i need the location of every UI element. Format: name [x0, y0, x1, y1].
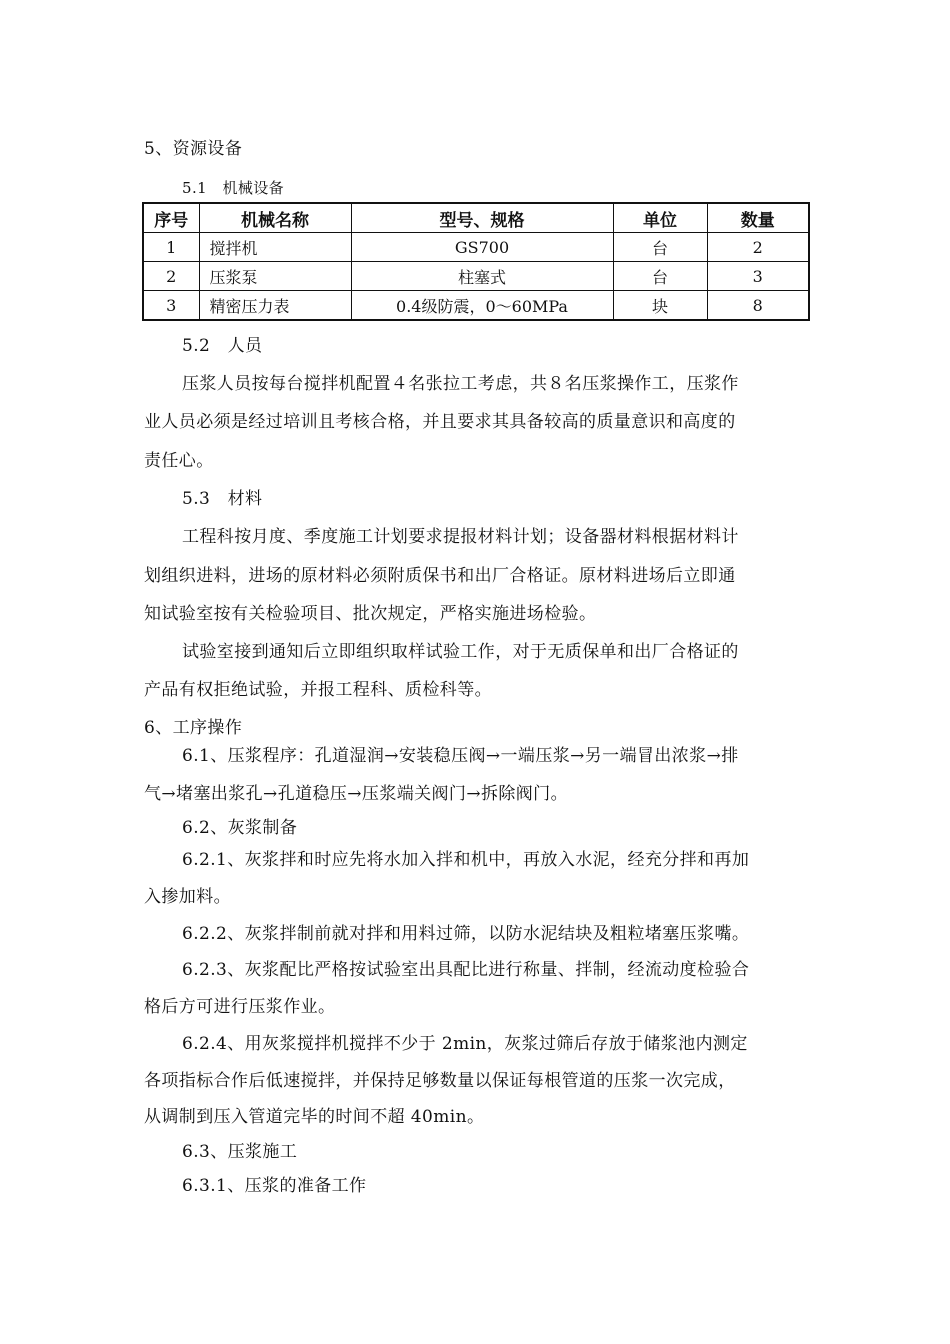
- paragraph-line: 责任心。: [144, 451, 214, 471]
- table-row: [143, 233, 809, 262]
- cell-model-spec: 0.4级防震，0～60MPa: [351, 291, 613, 321]
- section-6-3-title: 6.3、压浆施工: [182, 1142, 298, 1162]
- section-6-3-1-title: 6.3.1、压浆的准备工作: [182, 1176, 367, 1196]
- paragraph-line: 6.1、压浆程序：孔道湿润→安装稳压阀→一端压浆→另一端冒出浓浆→排: [182, 746, 739, 766]
- header-unit: 单位: [613, 203, 707, 233]
- paragraph-line: 各项指标合作后低速搅拌，并保持足够数量以保证每根管道的压浆一次完成，: [144, 1071, 736, 1091]
- cell-model-spec: 柱塞式: [351, 262, 613, 291]
- section-5-1-title: 5.1 机械设备: [182, 179, 285, 197]
- section-5-title: 5、资源设备: [144, 139, 243, 159]
- cell-unit: 台: [613, 233, 707, 262]
- cell-machine-name: 精密压力表: [199, 291, 351, 321]
- paragraph-line: 6.2.3、灰浆配比严格按试验室出具配比进行称量、拌制，经流动度检验合: [182, 960, 750, 980]
- cell-seq: 3: [143, 291, 199, 321]
- cell-unit: 台: [613, 262, 707, 291]
- header-model-spec: 型号、规格: [351, 203, 613, 233]
- table-row: [143, 291, 809, 321]
- paragraph-line: 6.2.4、用灰浆搅拌机搅拌不少于 2min，灰浆过筛后存放于储浆池内测定: [182, 1034, 748, 1054]
- cell-seq: 2: [143, 262, 199, 291]
- paragraph-line: 产品有权拒绝试验，并报工程科、质检科等。: [144, 680, 492, 700]
- cell-quantity: 3: [707, 262, 809, 291]
- table-row: [143, 262, 809, 291]
- cell-quantity: 2: [707, 233, 809, 262]
- paragraph-line: 入掺加料。: [144, 887, 231, 907]
- paragraph-line: 工程科按月度、季度施工计划要求提报材料计划；设备器材料根据材料计: [182, 527, 739, 547]
- cell-machine-name: 搅拌机: [199, 233, 351, 262]
- section-6-2-title: 6.2、灰浆制备: [182, 818, 298, 838]
- header-quantity: 数量: [707, 203, 809, 233]
- cell-model-spec: GS700: [351, 233, 613, 262]
- cell-quantity: 8: [707, 291, 809, 321]
- paragraph-line: 压浆人员按每台搅拌机配置４名张拉工考虑，共８名压浆操作工，压浆作: [182, 374, 739, 394]
- paragraph-line: 6.2.2、灰浆拌制前就对拌和用料过筛，以防水泥结块及粗粒堵塞压浆嘴。: [182, 924, 750, 944]
- header-machine-name: 机械名称: [199, 203, 351, 233]
- cell-machine-name: 压浆泵: [199, 262, 351, 291]
- paragraph-line: 气→堵塞出浆孔→孔道稳压→压浆端关阀门→拆除阀门。: [144, 784, 568, 804]
- section-6-title: 6、工序操作: [144, 718, 243, 738]
- paragraph-line: 知试验室按有关检验项目、批次规定，严格实施进场检验。: [144, 604, 597, 624]
- cell-unit: 块: [613, 291, 707, 321]
- paragraph-line: 划组织进料，进场的原材料必须附质保书和出厂合格证。原材料进场后立即通: [144, 566, 736, 586]
- header-seq: 序号: [143, 203, 199, 233]
- paragraph-line: 业人员必须是经过培训且考核合格，并且要求其具备较高的质量意识和高度的: [144, 412, 736, 432]
- section-5-2-title: 5.2 人员: [182, 336, 263, 356]
- section-5-3-title: 5.3 材料: [182, 489, 263, 509]
- table-header-row: [143, 203, 809, 233]
- cell-seq: 1: [143, 233, 199, 262]
- paragraph-line: 格后方可进行压浆作业。: [144, 997, 336, 1017]
- paragraph-line: 从调制到压入管道完毕的时间不超 40min。: [144, 1107, 485, 1127]
- paragraph-line: 6.2.1、灰浆拌和时应先将水加入拌和机中，再放入水泥，经充分拌和再加: [182, 850, 750, 870]
- equipment-table: [142, 202, 810, 321]
- paragraph-line: 试验室接到通知后立即组织取样试验工作，对于无质保单和出厂合格证的: [182, 642, 739, 662]
